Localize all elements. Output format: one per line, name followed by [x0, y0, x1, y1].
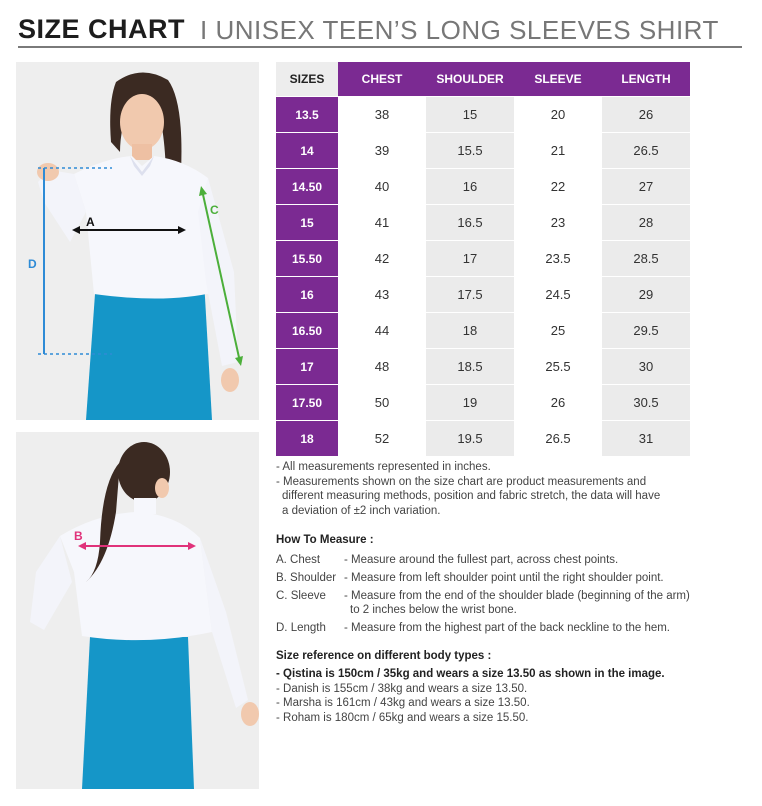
sleeve-cell: 23 [514, 205, 602, 241]
shoulder-cell: 15.5 [426, 133, 514, 169]
length-cell: 30.5 [602, 385, 690, 421]
header-length: LENGTH [602, 62, 690, 97]
how-to-label: C. Sleeve [276, 590, 326, 602]
length-cell: 31 [602, 421, 690, 457]
sleeve-cell: 21 [514, 133, 602, 169]
how-to-label: D. Length [276, 622, 326, 634]
front-model-photo [16, 62, 259, 420]
sleeve-cell: 26 [514, 385, 602, 421]
length-cell: 26.5 [602, 133, 690, 169]
how-to-label: A. Chest [276, 554, 321, 566]
back-model-illustration [16, 432, 259, 789]
back-model-photo [16, 432, 259, 789]
size-cell: 13.5 [276, 97, 338, 133]
shoulder-cell: 18.5 [426, 349, 514, 385]
chest-cell: 52 [338, 421, 426, 457]
length-cell: 26 [602, 97, 690, 133]
header-sleeve: SLEEVE [514, 62, 602, 97]
how-to-measure-title: How To Measure : [276, 534, 374, 546]
shoulder-cell: 17.5 [426, 277, 514, 313]
size-reference-list [276, 667, 746, 725]
note-line: - All measurements represented in inches. [276, 461, 491, 473]
how-to-desc: to 2 inches below the wrist bone. [350, 604, 517, 616]
note-line: different measuring methods, position and fabric stretch, the data will have [282, 490, 661, 502]
chest-cell: 50 [338, 385, 426, 421]
chest-cell: 41 [338, 205, 426, 241]
size-cell: 17 [276, 349, 338, 385]
length-cell: 29.5 [602, 313, 690, 349]
shoulder-cell: 15 [426, 97, 514, 133]
length-cell: 28 [602, 205, 690, 241]
chest-cell: 48 [338, 349, 426, 385]
note-line: - Measurements shown on the size chart are product measurements and [276, 475, 647, 488]
sleeve-cell: 20 [514, 97, 602, 133]
size-cell: 17.50 [276, 385, 338, 421]
sleeve-cell: 26.5 [514, 421, 602, 457]
how-to-desc: - Measure from the highest part of the back neckline to the hem. [344, 622, 671, 634]
chest-cell: 40 [338, 169, 426, 205]
header-sizes: SIZES [276, 62, 338, 97]
reference-line: - Danish is 155cm / 38kg and wears a size 13.50. [276, 682, 528, 695]
chest-cell: 38 [338, 97, 426, 133]
chest-cell: 42 [338, 241, 426, 277]
chest-cell: 44 [338, 313, 426, 349]
how-to-desc: - Measure from the end of the shoulder blade (beginning of the arm) [344, 590, 690, 602]
size-cell: 15 [276, 205, 338, 241]
page-subtitle: I UNISEX TEEN’S LONG SLEEVES SHIRT [200, 15, 719, 45]
table-row [276, 385, 690, 421]
how-to-desc: - Measure from left shoulder point until the right shoulder point. [344, 572, 664, 584]
label-b: B [74, 529, 83, 543]
length-cell: 28.5 [602, 241, 690, 277]
length-cell: 27 [602, 169, 690, 205]
reference-line: - Qistina is 150cm / 35kg and wears a size 13.50 as shown in the image. [276, 668, 665, 680]
size-cell: 16 [276, 277, 338, 313]
header-shoulder: SHOULDER [426, 62, 514, 97]
table-row [276, 133, 690, 169]
sleeve-cell: 25 [514, 313, 602, 349]
shoulder-cell: 19 [426, 385, 514, 421]
table-row [276, 313, 690, 349]
front-model-illustration [16, 62, 259, 420]
reference-line: - Marsha is 161cm / 43kg and wears a size 13.50. [276, 697, 530, 709]
chest-cell: 43 [338, 277, 426, 313]
size-cell: 18 [276, 421, 338, 457]
length-cell: 30 [602, 349, 690, 385]
table-row [276, 97, 690, 133]
sleeve-cell: 22 [514, 169, 602, 205]
table-row [276, 241, 690, 277]
sleeve-cell: 25.5 [514, 349, 602, 385]
page-title: SIZE CHART [18, 14, 185, 44]
size-cell: 14 [276, 133, 338, 169]
page-header [18, 12, 742, 48]
label-c: C [210, 203, 219, 217]
header-chest: CHEST [338, 62, 426, 97]
size-cell: 15.50 [276, 241, 338, 277]
label-a: A [86, 215, 95, 229]
note-line: a deviation of ±2 inch variation. [282, 504, 441, 517]
size-table [276, 62, 690, 456]
table-row [276, 421, 690, 457]
table-row [276, 169, 690, 205]
table-header-row [276, 62, 690, 97]
chest-cell: 39 [338, 133, 426, 169]
reference-line: - Roham is 180cm / 65kg and wears a size 15.50. [276, 711, 529, 724]
measurement-notes [276, 460, 746, 518]
size-reference-title: Size reference on different body types : [276, 650, 492, 662]
shoulder-cell: 19.5 [426, 421, 514, 457]
label-d: D [28, 257, 37, 271]
size-cell: 16.50 [276, 313, 338, 349]
shoulder-cell: 16.5 [426, 205, 514, 241]
length-cell: 29 [602, 277, 690, 313]
shoulder-cell: 18 [426, 313, 514, 349]
size-cell: 14.50 [276, 169, 338, 205]
shoulder-cell: 16 [426, 169, 514, 205]
table-row [276, 349, 690, 385]
sleeve-cell: 24.5 [514, 277, 602, 313]
how-to-desc: - Measure around the fullest part, across chest points. [344, 554, 619, 566]
sleeve-cell: 23.5 [514, 241, 602, 277]
table-row [276, 205, 690, 241]
table-row [276, 277, 690, 313]
how-to-label: B. Shoulder [276, 572, 337, 584]
shoulder-cell: 17 [426, 241, 514, 277]
